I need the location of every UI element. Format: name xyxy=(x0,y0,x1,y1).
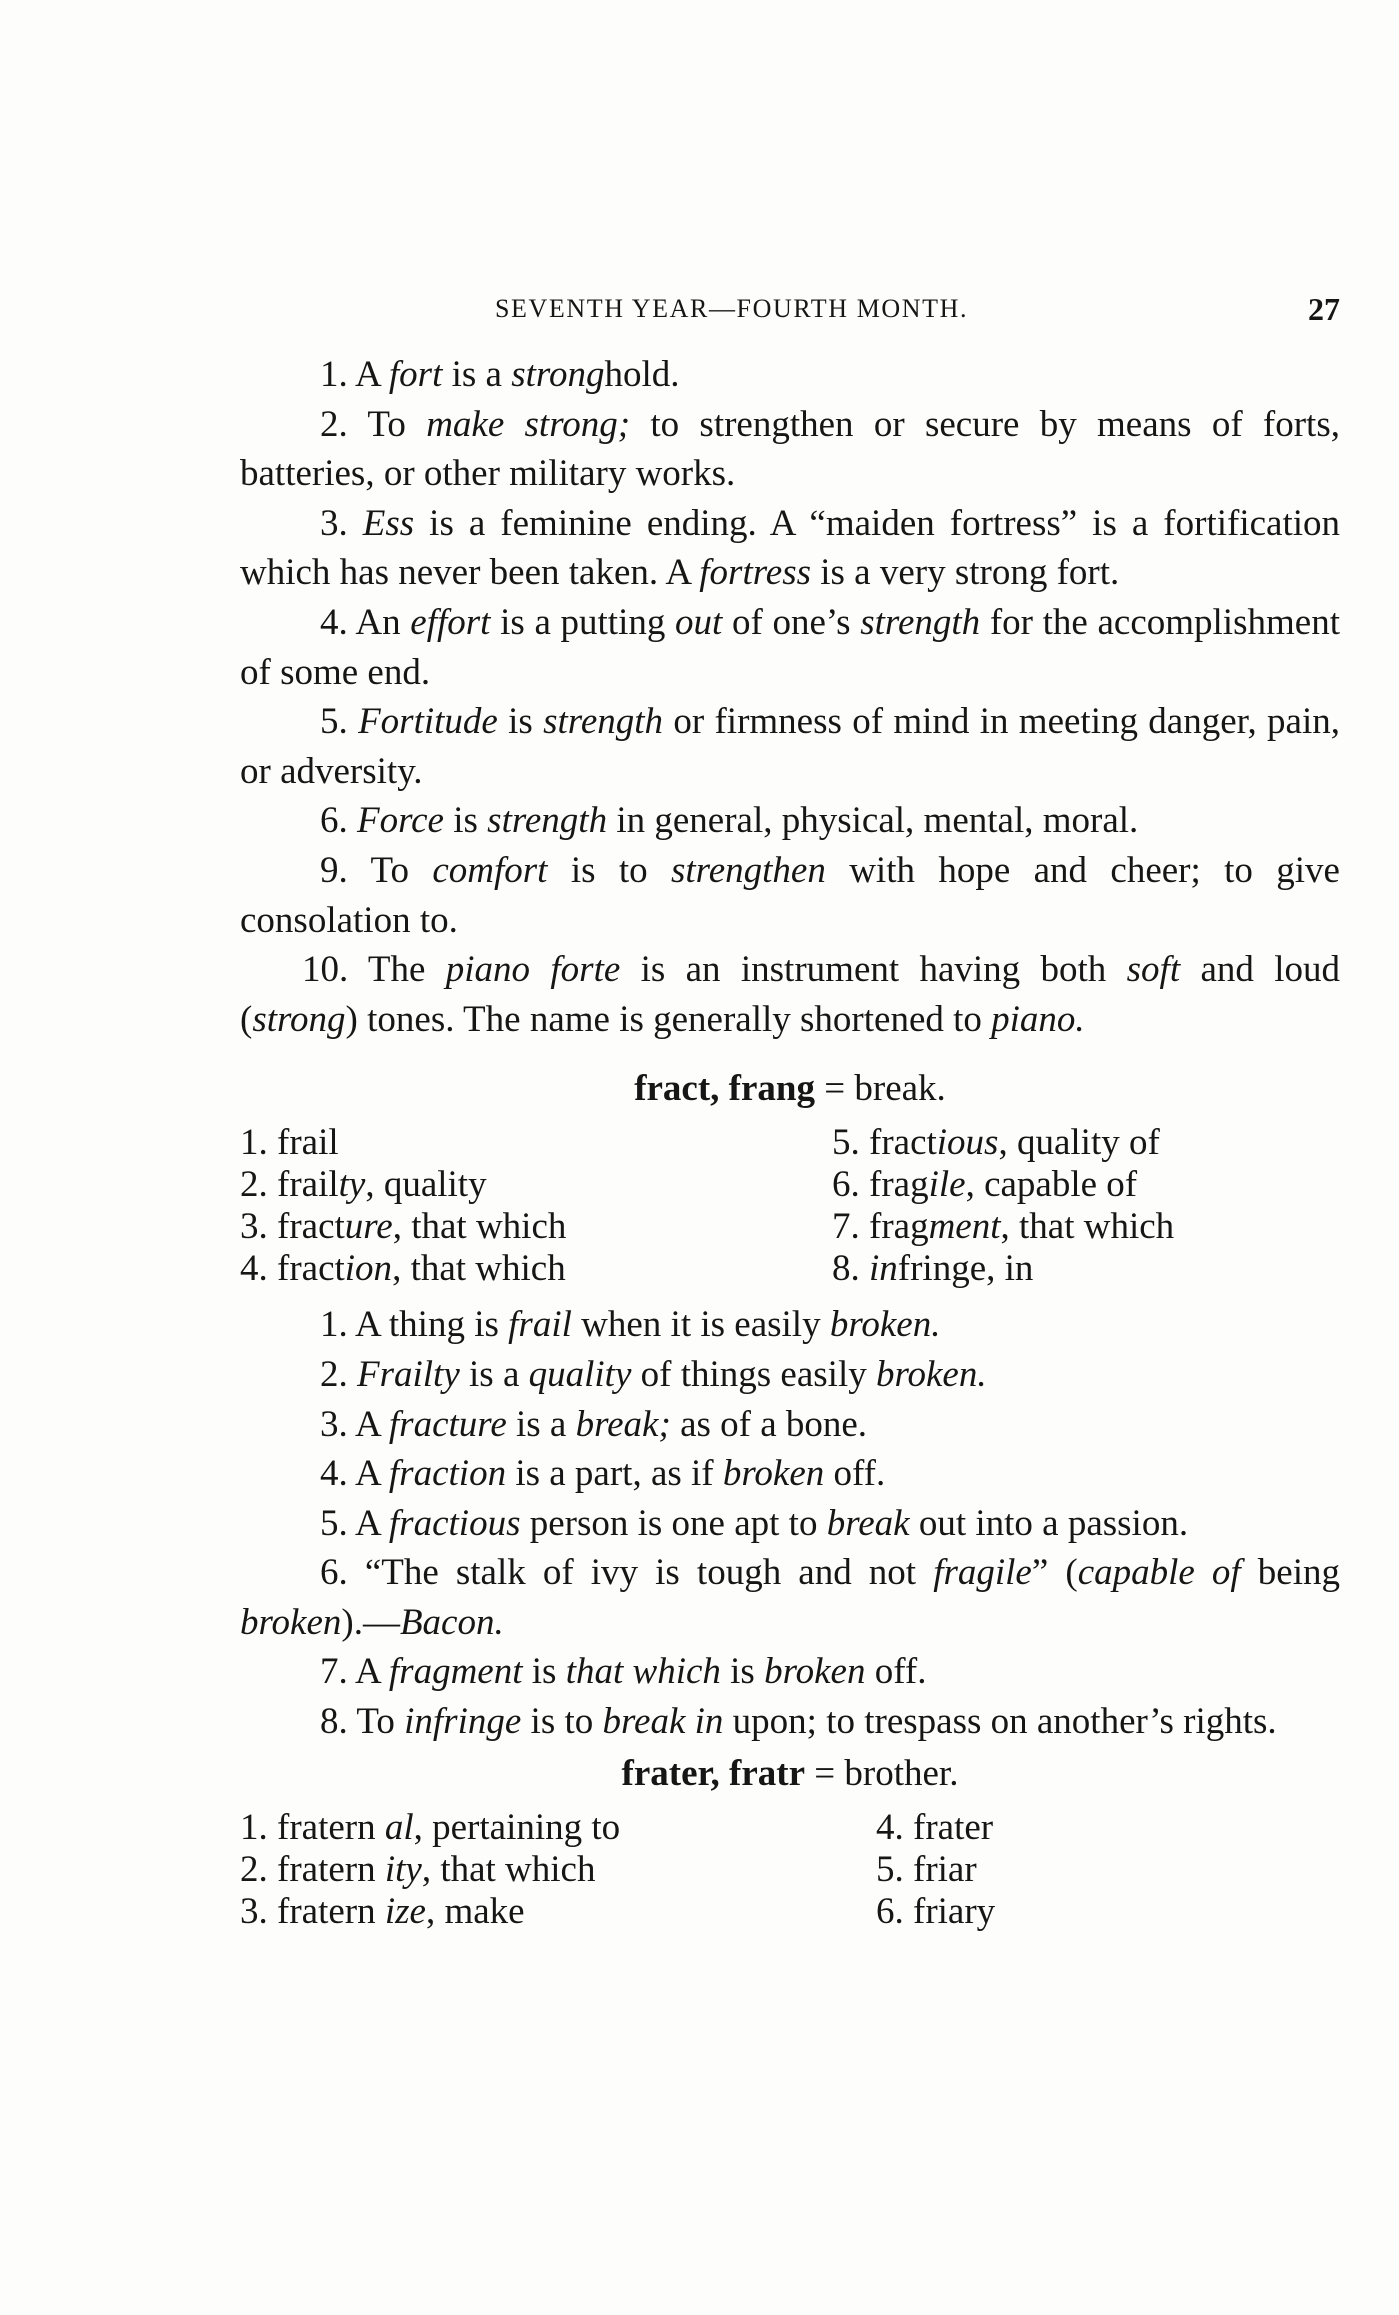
word-text: 1. xyxy=(240,1806,277,1848)
text-run: is xyxy=(443,800,488,842)
text-run: A xyxy=(354,1453,389,1495)
word-affix: in xyxy=(869,1248,898,1290)
page-number: 27 xyxy=(1308,291,1340,327)
text-run: is xyxy=(497,701,544,743)
italic-term: strong xyxy=(511,354,605,395)
fort-paragraph xyxy=(240,400,1340,499)
fort-paragraph xyxy=(240,846,1340,945)
text-run: is a xyxy=(442,354,512,395)
text-run: is xyxy=(720,1651,765,1693)
italic-term: break; xyxy=(575,1403,671,1445)
fract-word-item xyxy=(240,1248,832,1290)
frater-word-item xyxy=(876,1849,1340,1891)
word-affix: ure xyxy=(344,1206,393,1248)
italic-term: Ess xyxy=(362,502,415,544)
word-text: fract xyxy=(277,1248,345,1290)
word-text: , that which xyxy=(421,1848,596,1890)
word-text: frater xyxy=(913,1806,994,1848)
word-text: friary xyxy=(913,1890,996,1932)
italic-term: strengthen xyxy=(671,849,826,891)
text-run: is a part, as if xyxy=(506,1453,723,1495)
text-run: of things easily xyxy=(631,1353,876,1395)
fract-paragraphs xyxy=(240,1300,1340,1746)
fract-paragraph xyxy=(240,1300,1340,1350)
paragraph-number: 7. xyxy=(320,1651,355,1693)
word-text: 8. xyxy=(832,1248,869,1290)
paragraph-number: 5. xyxy=(320,1502,355,1544)
italic-term: strength xyxy=(487,800,608,842)
text-run: is a xyxy=(506,1403,576,1445)
text-run: hold. xyxy=(604,354,680,395)
italic-term: fracture xyxy=(388,1403,507,1445)
text-run: An xyxy=(355,601,411,643)
word-text: 4. xyxy=(240,1248,277,1290)
paragraph-number: 6. xyxy=(320,1552,365,1594)
paragraph-number: 4. xyxy=(320,601,356,643)
word-text: 4. xyxy=(876,1806,913,1848)
italic-term: fragile xyxy=(933,1552,1032,1594)
text-run: or firmness of mind in meeting danger, pain, or adversity. xyxy=(240,701,1340,792)
italic-term: frail xyxy=(508,1304,572,1346)
word-text: frag xyxy=(869,1164,929,1206)
text-run: person is one apt to xyxy=(520,1502,827,1544)
italic-term: strength xyxy=(543,701,664,743)
fract-section-title xyxy=(240,1064,1340,1114)
italic-term: piano forte xyxy=(445,949,621,991)
frater-word-item xyxy=(240,1807,876,1849)
word-text: frag xyxy=(869,1206,929,1248)
word-affix: ious xyxy=(936,1122,999,1164)
italic-term: make strong; xyxy=(426,403,631,445)
word-text: fract xyxy=(277,1206,345,1248)
text-run: is to xyxy=(521,1701,603,1743)
text-run: is a very strong fort. xyxy=(811,552,1120,594)
text-run: A xyxy=(354,354,389,395)
fort-paragraph xyxy=(240,796,1340,846)
word-text: , capable of xyxy=(965,1164,1138,1206)
text-run: to strengthen or secure by means of forts, batteries, or other military works. xyxy=(240,403,1340,495)
fort-paragraphs xyxy=(240,350,1340,1044)
italic-term: broken xyxy=(764,1651,866,1693)
text-run: To xyxy=(370,849,433,891)
italic-term: fraction xyxy=(388,1453,507,1495)
frater-word-item xyxy=(876,1807,1340,1849)
fract-paragraph xyxy=(240,1647,1340,1697)
italic-term: Bacon. xyxy=(399,1601,504,1643)
text-run: off. xyxy=(865,1651,927,1693)
text-run: is a putting xyxy=(490,601,676,643)
fract-paragraph xyxy=(240,1499,1340,1549)
text-run: upon; to trespass on another’s rights. xyxy=(723,1701,1277,1743)
running-header xyxy=(240,286,1340,332)
fract-paragraph xyxy=(240,1400,1340,1450)
text-run: off. xyxy=(824,1453,886,1495)
word-text: frail xyxy=(277,1122,339,1164)
italic-term: Fortitude xyxy=(358,701,498,743)
word-text: fratern xyxy=(277,1806,385,1848)
text-run: as of a bone. xyxy=(670,1403,868,1445)
word-text: , that which xyxy=(392,1248,566,1290)
fort-paragraph xyxy=(240,598,1340,697)
paragraph-number: 2. xyxy=(320,1353,357,1395)
word-text: , in xyxy=(986,1248,1034,1290)
paragraph-number: 5. xyxy=(320,701,359,743)
fort-paragraph xyxy=(240,350,1340,400)
word-text: 1. xyxy=(240,1122,277,1164)
word-text: , quality of xyxy=(998,1122,1160,1164)
frater-word-item xyxy=(240,1849,876,1891)
word-text: friar xyxy=(913,1848,977,1890)
text-run: The xyxy=(367,949,446,991)
paragraph-number: 4. xyxy=(320,1453,355,1495)
paragraph-number: 6. xyxy=(320,800,357,842)
text-run: of one’s xyxy=(722,601,861,643)
italic-term: break in xyxy=(602,1701,724,1743)
word-text: 2. xyxy=(240,1848,277,1890)
text-run: is xyxy=(522,1651,566,1693)
text-run: being xyxy=(1240,1552,1340,1594)
word-text: 6. xyxy=(876,1890,913,1932)
word-affix: ty xyxy=(338,1164,366,1206)
paragraph-number: 1. xyxy=(320,1304,355,1346)
text-run: ).— xyxy=(341,1601,400,1643)
paragraph-number: 1. xyxy=(320,354,355,395)
page-content xyxy=(240,286,1340,1943)
text-run: A xyxy=(354,1502,389,1544)
word-text: 2. xyxy=(240,1164,277,1206)
fort-paragraph xyxy=(240,499,1340,598)
word-text: 5. xyxy=(832,1122,869,1164)
fract-paragraph xyxy=(240,1697,1340,1747)
italic-term: quality xyxy=(528,1353,632,1395)
fract-word-item xyxy=(240,1122,832,1164)
italic-term: fort xyxy=(388,354,443,395)
fract-word-item xyxy=(240,1164,832,1206)
word-text: , that which xyxy=(392,1206,567,1248)
frater-word-item xyxy=(240,1891,876,1933)
italic-term: soft xyxy=(1126,949,1181,991)
text-run: ” ( xyxy=(1031,1552,1078,1594)
italic-term: strength xyxy=(860,601,981,643)
text-run: with hope and cheer; to give consolation to. xyxy=(240,849,1340,941)
text-run: To xyxy=(356,1701,405,1743)
word-affix: al xyxy=(384,1806,414,1848)
italic-term: effort xyxy=(410,601,491,643)
italic-term: broken xyxy=(722,1453,825,1495)
frater-section-title xyxy=(240,1749,1340,1799)
fract-paragraph xyxy=(240,1548,1340,1647)
fract-word-item xyxy=(832,1206,1340,1248)
text-run: A thing is xyxy=(354,1304,509,1346)
word-text: 7. xyxy=(832,1206,869,1248)
italic-term: piano. xyxy=(991,998,1085,1040)
italic-term: fractious xyxy=(388,1502,521,1544)
frater-root: frater, fratr xyxy=(621,1752,806,1794)
text-run: is a feminine ending. A “maiden fortress” is a fortification which has never been taken. A xyxy=(240,502,1341,594)
word-affix: ity xyxy=(384,1848,422,1890)
paragraph-number: 8. xyxy=(320,1701,357,1743)
italic-term: fragment xyxy=(388,1651,523,1693)
italic-term: out xyxy=(675,601,723,643)
fract-word-item xyxy=(832,1122,1340,1164)
fort-paragraph xyxy=(240,945,1340,1044)
word-text: 5. xyxy=(876,1848,913,1890)
italic-term: break xyxy=(826,1502,910,1544)
text-run: in general, physical, mental, moral. xyxy=(607,800,1139,842)
word-affix: ion xyxy=(344,1248,393,1290)
word-affix: ment xyxy=(928,1206,1001,1248)
running-title: SEVENTH YEAR—FOURTH MONTH. xyxy=(495,294,969,323)
frater-word-list xyxy=(240,1807,1340,1933)
paragraph-number: 9. xyxy=(320,849,371,891)
fract-word-item xyxy=(832,1248,1340,1290)
italic-term: infringe xyxy=(404,1701,522,1743)
paragraph-number: 10. xyxy=(302,949,368,991)
italic-term: comfort xyxy=(432,849,548,891)
frater-word-item xyxy=(876,1891,1340,1933)
fract-paragraph xyxy=(240,1449,1340,1499)
text-run: “The stalk of ivy is tough and not xyxy=(364,1552,934,1594)
word-text: fract xyxy=(869,1122,937,1164)
text-run: A xyxy=(354,1403,389,1445)
word-text: frail xyxy=(277,1164,339,1206)
word-text: 6. xyxy=(832,1164,869,1206)
text-run: A xyxy=(354,1651,389,1693)
italic-term: that which xyxy=(565,1651,721,1693)
word-affix: ile xyxy=(928,1164,966,1206)
word-affix: ize xyxy=(384,1890,426,1932)
text-run: and loud ( xyxy=(240,949,1340,1040)
frater-meaning: = brother. xyxy=(805,1752,959,1794)
italic-term: strong xyxy=(252,998,346,1040)
text-run: when it is easily xyxy=(571,1304,830,1346)
text-run: is to xyxy=(547,849,671,891)
word-text: fringe xyxy=(897,1248,987,1290)
italic-term: Force xyxy=(357,800,444,842)
fort-paragraph xyxy=(240,697,1340,796)
word-text: fratern xyxy=(277,1890,385,1932)
fract-word-list xyxy=(240,1122,1340,1290)
word-text: , quality xyxy=(365,1164,487,1206)
word-text: , pertaining to xyxy=(413,1806,621,1848)
word-text: 3. xyxy=(240,1890,277,1932)
fract-meaning: = break. xyxy=(815,1068,946,1110)
italic-term: capable of xyxy=(1077,1552,1241,1594)
italic-term: broken xyxy=(240,1601,342,1643)
paragraph-number: 3. xyxy=(320,1403,355,1445)
paragraph-number: 2. xyxy=(320,403,368,445)
text-run: is an instrument having both xyxy=(620,949,1127,991)
word-text: , make xyxy=(425,1890,525,1932)
italic-term: fortress xyxy=(699,552,811,594)
text-run: is a xyxy=(459,1353,529,1395)
italic-term: broken. xyxy=(829,1304,941,1346)
word-text: fratern xyxy=(277,1848,385,1890)
word-text: 3. xyxy=(240,1206,277,1248)
fract-word-item xyxy=(240,1206,832,1248)
fract-root: fract, frang xyxy=(634,1068,815,1110)
italic-term: Frailty xyxy=(357,1353,460,1395)
text-run: out into a passion. xyxy=(909,1502,1189,1544)
text-run: for the accomplishment of some end. xyxy=(240,601,1340,693)
fract-word-item xyxy=(832,1164,1340,1206)
word-text: , that which xyxy=(1000,1206,1175,1248)
italic-term: broken. xyxy=(875,1353,987,1395)
text-run: To xyxy=(367,403,427,445)
paragraph-number: 3. xyxy=(320,502,363,544)
text-run: ) tones. The name is generally shortened to xyxy=(345,998,992,1040)
fract-paragraph xyxy=(240,1350,1340,1400)
